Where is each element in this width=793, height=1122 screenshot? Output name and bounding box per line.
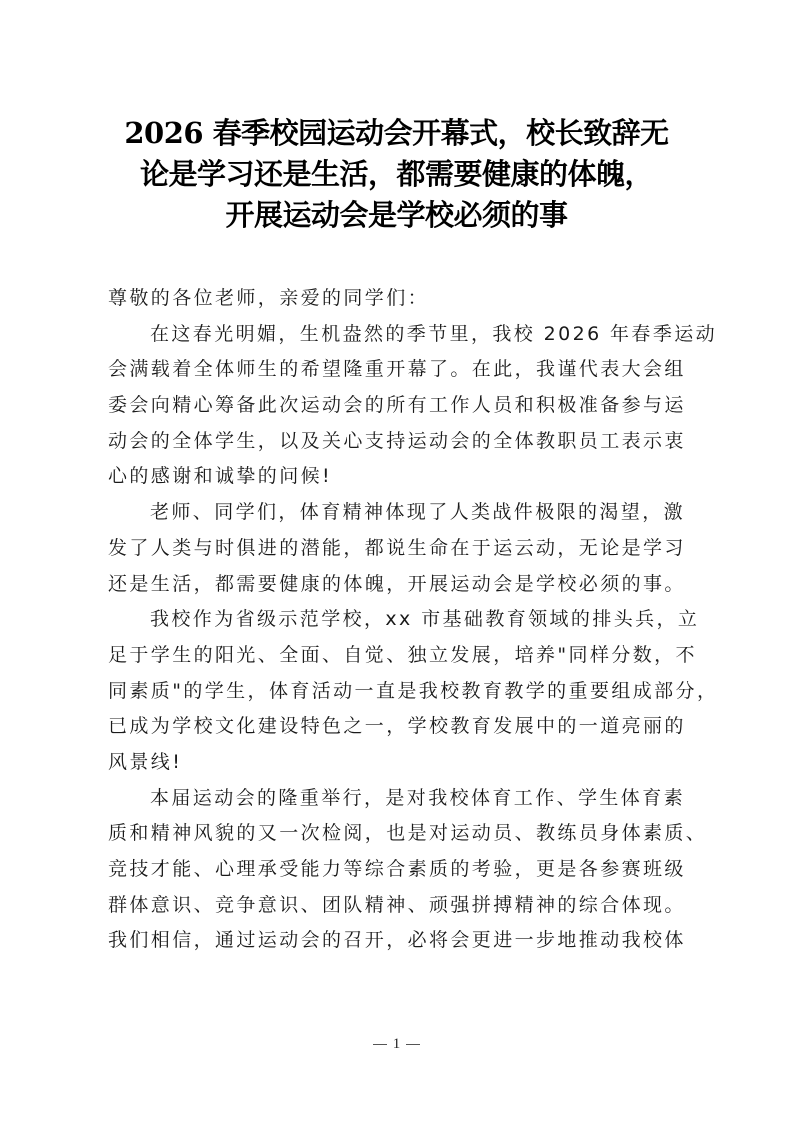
paragraph-1-line: 会满载着全体师生的希望隆重开幕了。在此，我谨代表大会组 [108, 358, 686, 381]
document-title [100, 113, 693, 236]
paragraph-3-line: 已成为学校文化建设特色之一，学校教育发展中的一道亮丽的 [108, 715, 686, 738]
paragraph-3-line: 我校作为省级示范学校，xx 市基础教育领域的排头兵，立 [150, 608, 700, 631]
paragraph-5-line: 我们相信，通过运动会的召开，必将会更进一步地推动我校体 [108, 929, 686, 952]
document-body [108, 281, 719, 959]
paragraph-4-line: 质和精神风貌的又一次检阅，也是对运动员、教练员身体素质、 [108, 822, 708, 845]
salutation: 尊敬的各位老师，亲爱的同学们： [108, 287, 430, 309]
paragraph-2-line: 发了人类与时俱进的潜能，都说生命在于运云动，无论是学习 [108, 536, 686, 559]
paragraph-4-line: 竞技才能、心理承受能力等综合素质的考验，更是各参赛班级 [108, 858, 686, 880]
paragraph-1-line: 委会向精心筹备此次运动会的所有工作人员和积极准备参与运 [108, 394, 686, 417]
paragraph-2-line: 老师、同学们，体育精神体现了人类战件极限的渴望，激 [150, 501, 686, 524]
paragraph-3-line: 风景线! [108, 750, 183, 773]
paragraph-4-line: 本届运动会的隆重举行，是对我校体育工作、学生体育素 [150, 786, 686, 809]
title-line-2: 论是学习还是生活，都需要健康的体魄， [139, 157, 653, 191]
title-line-3: 开展运动会是学校必须的事 [225, 198, 568, 232]
title-line-1: 2026 春季校园运动会开幕式，校长致辞无 [124, 116, 669, 150]
paragraph-1-line: 动会的全体学生，以及关心支持运动会的全体教职员工表示衷 [108, 429, 686, 452]
footer-dash-right [406, 1044, 420, 1045]
paragraph-1-line: 在这春光明媚，生机盎然的季节里，我校 2026 年春季运动 [150, 322, 718, 345]
paragraph-2-line: 还是生活，都需要健康的体魄，开展运动会是学校必须的事。 [108, 572, 686, 595]
paragraph-3-line: 足于学生的阳光、全面、自觉、独立发展，培养"同样分数，不 [108, 643, 697, 666]
paragraph-4-line: 群体意识、竞争意识、团队精神、顽强拼搏精神的综合体现。 [108, 893, 686, 916]
paragraph-1-line: 心的感谢和诚挚的问候! [108, 465, 333, 488]
page-footer [0, 1036, 793, 1053]
paragraph-3-line: 同素质"的学生，体育活动一直是我校教育教学的重要组成部分， [108, 679, 719, 702]
footer-dash-left [373, 1044, 387, 1045]
page-number: 1 [392, 1036, 401, 1052]
